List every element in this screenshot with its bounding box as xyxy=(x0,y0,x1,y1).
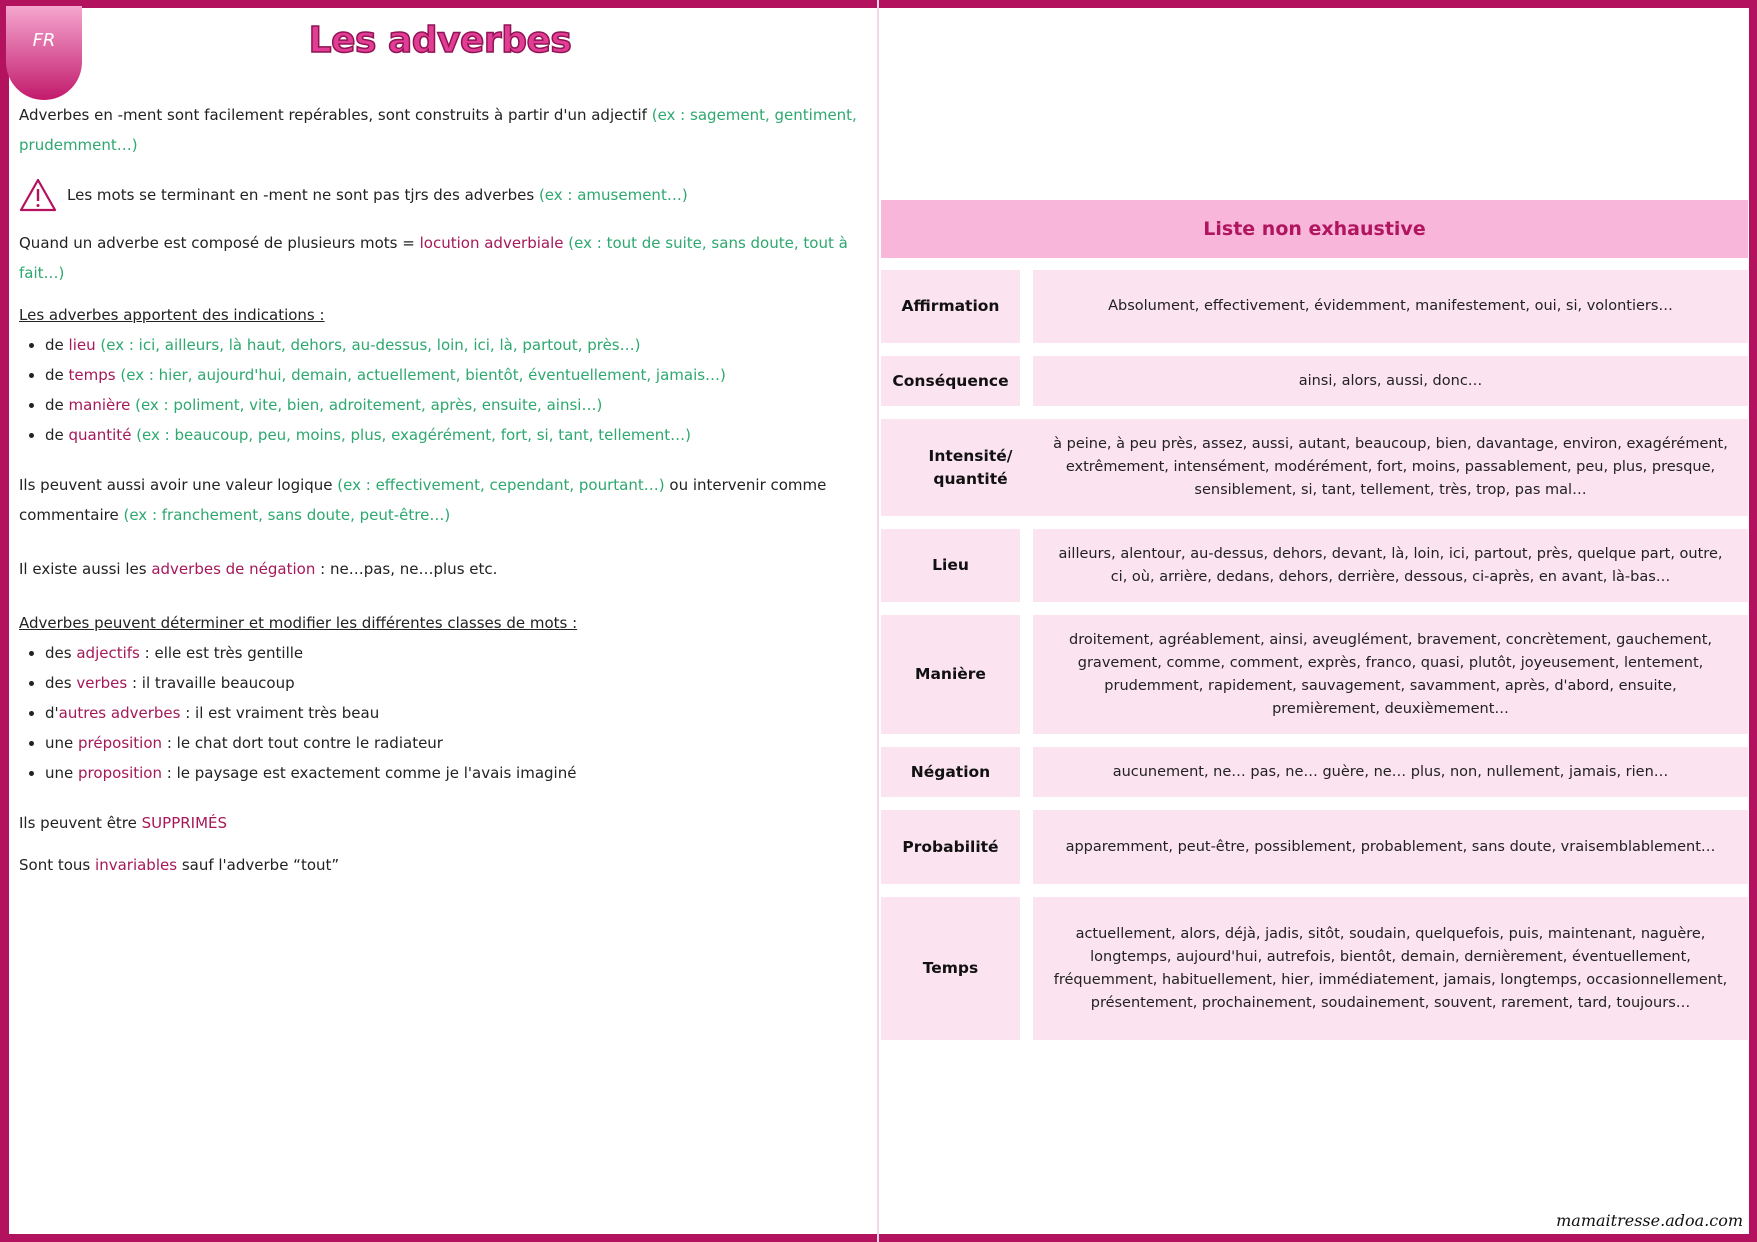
indications-list xyxy=(19,330,879,450)
examples-cell: à peine, à peu près, assez, aussi, autant, beaucoup, bien, davantage, environ, exagérément, extrêmement, intensément, modérément, fort, moins, passablement, peu, plus, presque, sensiblement, si, tant, tellement, très, trop, pas mal… xyxy=(1033,419,1748,516)
intro-example: (ex : sagement, gentiment, prudemment…) xyxy=(19,106,857,154)
invariable-paragraph: Sont tous invariables sauf l'adverbe “tout” xyxy=(19,856,340,874)
suppress-paragraph: Ils peuvent être SUPPRIMÉS xyxy=(19,814,228,832)
list-item: • d'autres adverbes : il est vraiment très beau xyxy=(45,698,879,728)
warning-text: Les mots se terminant en -ment ne sont pas tjrs des adverbes xyxy=(67,186,535,204)
examples-cell: droitement, agréablement, ainsi, aveuglément, bravement, concrètement, gauchement, gravement, comme, comment, exprès, franco, quasi, plutôt, joyeusement, lentement, prudemment, rapidement, sauvagement, savamment, après, d'abord, ensuite, premièrement, deuxièmement… xyxy=(1033,615,1748,734)
examples-cell: aucunement, ne… pas, ne… guère, ne… plus, non, nullement, jamais, rien… xyxy=(1033,747,1748,797)
category-cell: Manière xyxy=(881,615,1020,734)
negation-paragraph: Il existe aussi les adverbes de négation : ne…pas, ne…plus etc. xyxy=(19,560,498,578)
language-badge xyxy=(6,6,82,100)
page-title: Les adverbes xyxy=(308,20,572,61)
table-row xyxy=(881,529,1748,602)
locution-example: (ex : tout de suite, sans doute, tout à fait…) xyxy=(19,234,848,282)
category-cell: Négation xyxy=(881,747,1020,797)
lesson-content xyxy=(19,100,879,880)
examples-cell: Absolument, effectivement, évidemment, manifestement, oui, si, volontiers… xyxy=(1033,270,1748,343)
list-item: • de quantité (ex : beaucoup, peu, moins, plus, exagérément, fort, si, tant, tellement…) xyxy=(45,420,879,450)
intro-paragraph xyxy=(19,100,879,160)
indications-heading: Les adverbes apportent des indications : xyxy=(19,306,325,324)
category-cell: Intensité/ quantité xyxy=(881,419,1060,516)
warning-note xyxy=(19,178,879,212)
examples-cell: ailleurs, alentour, au-dessus, dehors, devant, là, loin, ici, partout, près, quelque part, outre, ci, où, arrière, dedans, dehors, derrière, dessous, ci-après, en avant, là-bas… xyxy=(1033,529,1748,602)
table-row xyxy=(881,270,1748,343)
locution-text: Quand un adverbe est composé de plusieurs mots = xyxy=(19,234,415,252)
intro-text: Adverbes en -ment sont facilement repérables, sont construits à partir d'un adjectif xyxy=(19,106,647,124)
table-row xyxy=(881,419,1748,516)
examples-cell: apparemment, peut-être, possiblement, probablement, sans doute, vraisemblablement… xyxy=(1033,810,1748,884)
category-cell: Probabilité xyxy=(881,810,1020,884)
badge-label: FR xyxy=(32,30,56,51)
list-item: • une préposition : le chat dort tout contre le radiateur xyxy=(45,728,879,758)
logic-paragraph: Ils peuvent aussi avoir une valeur logique (ex : effectivement, cependant, pourtant…) ou intervenir comme commentaire (ex : franchement, sans doute, peut-être…) xyxy=(19,476,827,524)
warning-icon xyxy=(19,178,57,212)
list-item: • des adjectifs : elle est très gentille xyxy=(45,638,879,668)
list-item: • de manière (ex : poliment, vite, bien, adroitement, après, ensuite, ainsi…) xyxy=(45,390,879,420)
table-row xyxy=(881,810,1748,884)
category-cell: Temps xyxy=(881,897,1020,1040)
table-heading: Liste non exhaustive xyxy=(881,200,1748,258)
locution-term: locution adverbiale xyxy=(419,234,564,252)
locution-paragraph xyxy=(19,228,879,288)
list-item: • une proposition : le paysage est exactement comme je l'avais imaginé xyxy=(45,758,879,788)
list-item: • de lieu (ex : ici, ailleurs, là haut, dehors, au-dessus, loin, ici, là, partout, près…) xyxy=(45,330,879,360)
warning-example: (ex : amusement…) xyxy=(538,186,688,204)
examples-cell: ainsi, alors, aussi, donc… xyxy=(1033,356,1748,406)
modify-list xyxy=(19,638,879,788)
list-item: • des verbes : il travaille beaucoup xyxy=(45,668,879,698)
list-item: • de temps (ex : hier, aujourd'hui, demain, actuellement, bientôt, éventuellement, jamais…) xyxy=(45,360,879,390)
category-cell: Conséquence xyxy=(881,356,1020,406)
table-row xyxy=(881,615,1748,734)
examples-cell: actuellement, alors, déjà, jadis, sitôt, soudain, quelquefois, puis, maintenant, naguère, longtemps, aujourd'hui, autrefois, bientôt, demain, dernièrement, éventuellement, fréquemment, habituellement, hier, immédiatement, jamais, longtemps, occasionnellement, présentement, prochainement, soudainement, souvent, rarement, tard, toujours… xyxy=(1033,897,1748,1040)
modify-heading: Adverbes peuvent déterminer et modifier les différentes classes de mots : xyxy=(19,614,578,632)
category-cell: Affirmation xyxy=(881,270,1020,343)
table-row xyxy=(881,747,1748,797)
table-row xyxy=(881,356,1748,406)
table-row xyxy=(881,897,1748,1040)
site-footer: mamaitresse.adoa.com xyxy=(1556,1211,1743,1230)
category-cell: Lieu xyxy=(881,529,1020,602)
